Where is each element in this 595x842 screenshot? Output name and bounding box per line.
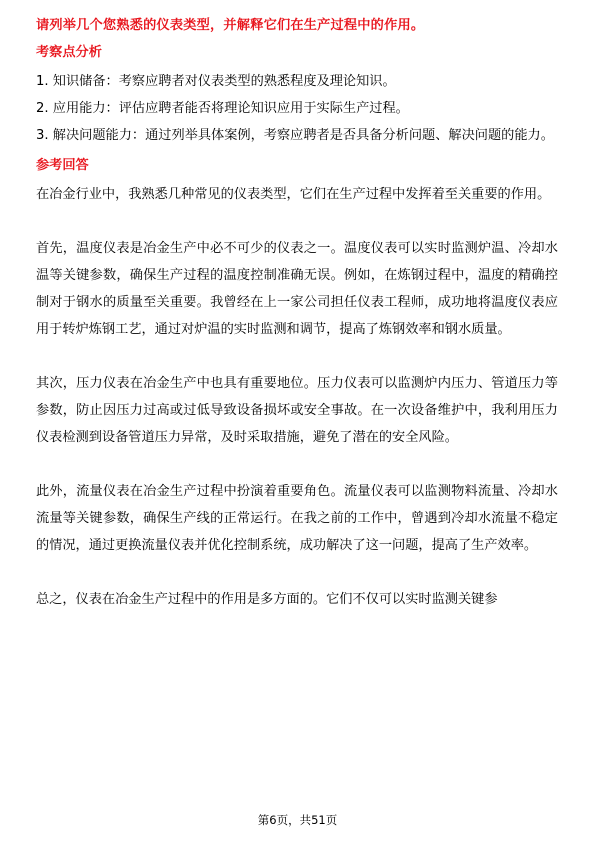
answer-paragraph-pressure: 其次，压力仪表在冶金生产中也具有重要地位。压力仪表可以监测炉内压力、管道压力等参数，防止因压力过高或过低导致设备损坏或安全事故。在一次设备维护中，我利用压力仪表检测到设备管道压力异常，及时采取措施，避免了潜在的安全风险。 — [36, 376, 558, 445]
analysis-point-3: 3. 解决问题能力：通过列举具体案例，考察应聘者是否具备分析问题、解决问题的能力。 — [36, 128, 554, 143]
page-number: 第6页，共51页 — [257, 813, 338, 827]
analysis-point-2: 2. 应用能力：评估应聘者能否将理论知识应用于实际生产过程。 — [36, 101, 409, 116]
answer-paragraph-temperature: 首先，温度仪表是冶金生产中必不可少的仪表之一。温度仪表可以实时监测炉温、冷却水温等关键参数，确保生产过程的温度控制准确无误。例如，在炼钢过程中，温度的精确控制对于钢水的质量至关重要。我曾经在上一家公司担任仪表工程师，成功地将温度仪表应用于转炉炼钢工艺，通过对炉温的实时监测和调节，提高了炼钢效率和钢水质量。 — [36, 241, 558, 337]
document-page — [36, 14, 558, 613]
answer-title: 参考回答 — [36, 158, 89, 173]
answer-paragraph-intro: 在冶金行业中，我熟悉几种常见的仪表类型，它们在生产过程中发挥着至关重要的作用。 — [36, 187, 551, 202]
question-heading: 请列举几个您熟悉的仪表类型，并解释它们在生产过程中的作用。 — [36, 18, 425, 33]
analysis-points — [36, 68, 558, 149]
answer-paragraph-flow: 此外，流量仪表在冶金生产过程中扮演着重要角色。流量仪表可以监测物料流量、冷却水流量等关键参数，确保生产线的正常运行。在我之前的工作中，曾遇到冷却水流量不稳定的情况，通过更换流量仪表并优化控制系统，成功解决了这一问题，提高了生产效率。 — [36, 484, 558, 553]
analysis-point-1: 1. 知识储备：考察应聘者对仪表类型的熟悉程度及理论知识。 — [36, 74, 396, 89]
analysis-title: 考察点分析 — [36, 45, 102, 60]
answer-paragraph-summary: 总之，仪表在冶金生产过程中的作用是多方面的。它们不仅可以实时监测关键参 — [36, 592, 498, 607]
